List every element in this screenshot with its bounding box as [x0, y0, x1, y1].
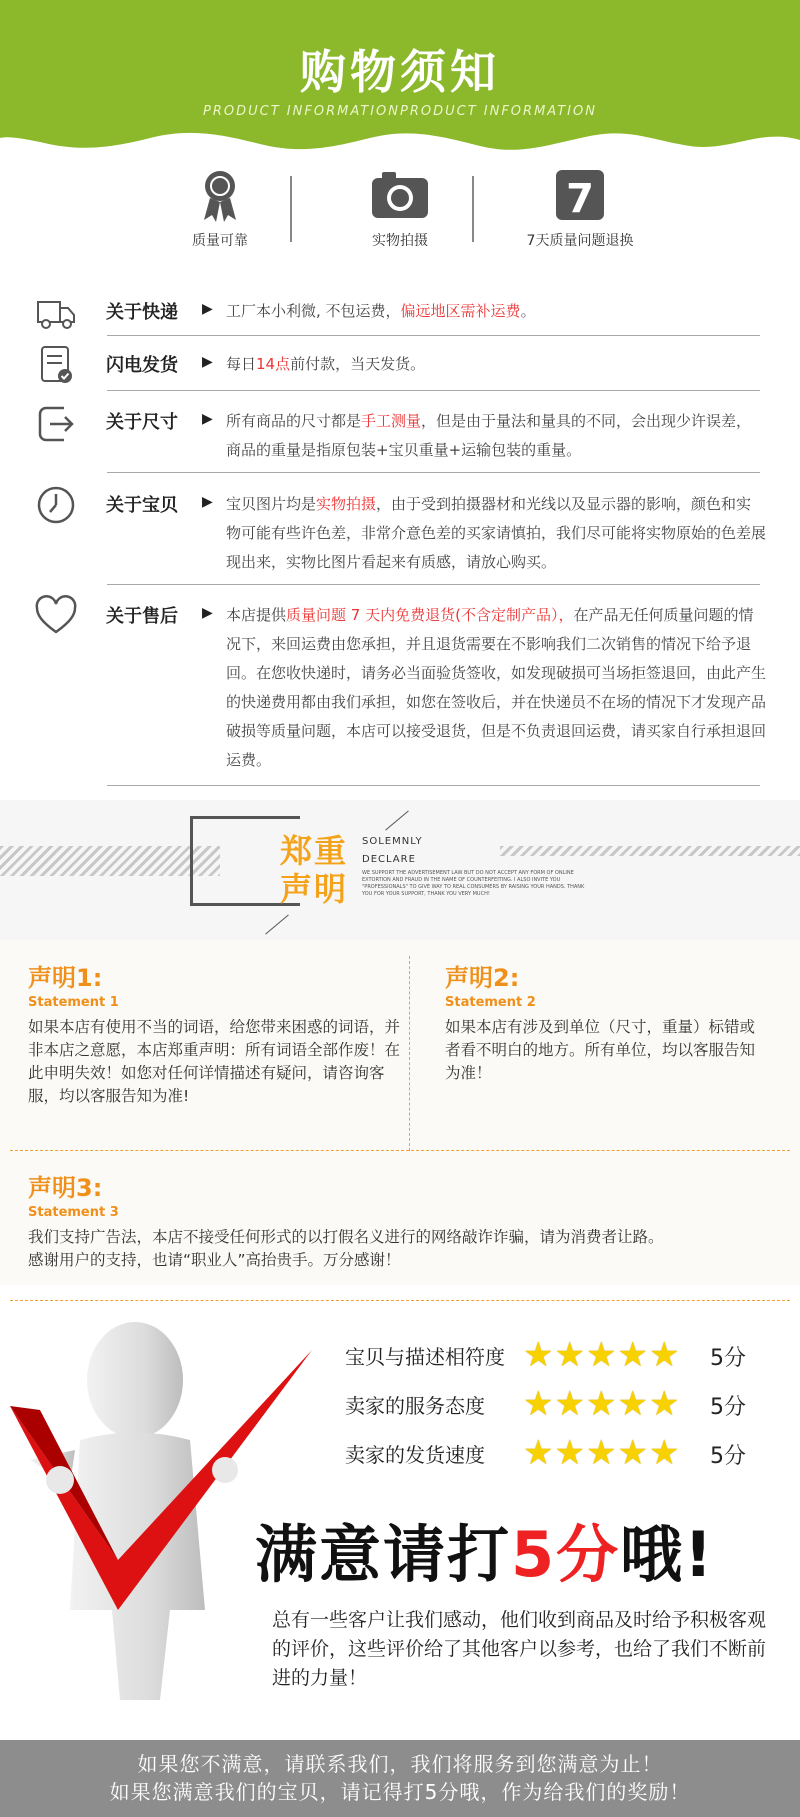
feature-photo [320, 168, 480, 250]
truck-icon [34, 290, 78, 334]
statement-text: 我们支持广告法，本店不接受任何形式的以打假名义进行的网络敲诈诈骗，请为消费者让路。感谢用户的支持，也请“职业人”高抬贵手。万分感谢！ [28, 1228, 664, 1269]
info-shipping [30, 343, 760, 387]
rating-stars [523, 1337, 680, 1373]
statement-en: Statement 1 [28, 995, 119, 1010]
rating-label: 卖家的服务态度 [345, 1394, 485, 1418]
star-icon: ★ [617, 1335, 648, 1375]
info-after-sale [30, 594, 767, 774]
star-icon: ★ [648, 1433, 680, 1473]
feature-return [500, 168, 660, 250]
exit-arrow-icon [34, 402, 78, 446]
decor-slash [385, 810, 409, 830]
info-text: 所有商品的尺寸都是手工测量，但是由于量法和量具的不同，会出现少许误差，商品的重量是指原包装+宝贝重量+运输包装的重量。 [226, 412, 752, 459]
seven-badge-icon [540, 168, 620, 224]
footer-line2: 如果您满意我们的宝贝，请记得打5分哦，作为给我们的奖励！ [109, 1780, 691, 1804]
clock-icon [34, 483, 78, 527]
arrow-icon: ▶ [202, 301, 213, 317]
star-icon: ★ [648, 1384, 680, 1424]
rating-row [345, 1337, 765, 1373]
info-size [30, 400, 760, 472]
declare-title-line1: 郑重 [280, 832, 349, 870]
arrow-icon: ▶ [202, 605, 213, 621]
declare-title-line2: 声明 [280, 870, 349, 908]
statement-text: 如果本店有涉及到单位（尺寸，重量）标错或者看不明白的地方。所有单位，均以客服告知为准！ [445, 1018, 756, 1082]
statement-en: Statement 3 [28, 1205, 119, 1220]
statement-2 [445, 958, 765, 1085]
divider-line [107, 390, 760, 391]
star-icon: ★ [554, 1433, 585, 1473]
statement-en: Statement 2 [445, 995, 536, 1010]
rating-stars [523, 1386, 680, 1422]
medal-icon [180, 168, 260, 224]
arrow-icon: ▶ [202, 354, 213, 370]
rating-score: 5分 [710, 1395, 746, 1420]
page-title: 购物须知 [300, 45, 500, 99]
divider-line [107, 584, 760, 585]
star-icon: ★ [648, 1335, 680, 1375]
statement-title: 声明1: [28, 964, 103, 992]
dashed-divider [409, 956, 410, 1151]
footer-banner [0, 1740, 800, 1817]
dashed-divider [10, 1300, 790, 1301]
rating-score: 5分 [710, 1444, 746, 1469]
divider-line [107, 335, 760, 336]
rating-row [345, 1435, 765, 1471]
dashed-divider [10, 1150, 790, 1151]
star-icon: ★ [523, 1384, 554, 1424]
statement-1 [28, 958, 403, 1108]
camera-icon [360, 168, 440, 224]
star-icon: ★ [585, 1433, 617, 1473]
star-icon: ★ [585, 1335, 617, 1375]
page-subtitle: PRODUCT INFORMATIONPRODUCT INFORMATION [203, 104, 597, 119]
star-icon: ★ [585, 1384, 617, 1424]
star-icon: ★ [523, 1335, 554, 1375]
feature-divider [290, 176, 292, 242]
info-title: 闪电发货 [106, 355, 178, 376]
declare-en-line1: SOLEMNLY [362, 836, 423, 847]
rating-stars [523, 1435, 680, 1471]
statement-3 [28, 1168, 678, 1272]
rating-score: 5分 [710, 1346, 746, 1371]
footer-line1: 如果您不满意，请联系我们，我们将服务到您满意为止！ [137, 1752, 663, 1776]
info-title: 关于售后 [106, 606, 178, 627]
rating-label: 宝贝与描述相符度 [345, 1345, 505, 1369]
info-text: 每日14点前付款，当天发货。 [226, 355, 426, 373]
feature-label: 7天质量问题退换 [526, 233, 634, 249]
seven-badge-text: 7 [566, 176, 594, 222]
rating-label: 卖家的发货速度 [345, 1443, 485, 1467]
slogan: 满意请打5分哦! [255, 1518, 715, 1591]
divider-line [107, 785, 760, 786]
declare-banner [0, 800, 800, 940]
star-icon: ★ [554, 1335, 585, 1375]
star-icon: ★ [617, 1433, 648, 1473]
info-express [30, 290, 760, 334]
feature-label: 实物拍摄 [372, 233, 428, 249]
feature-label: 质量可靠 [192, 233, 248, 249]
header-banner [0, 0, 800, 160]
info-title: 关于宝贝 [106, 495, 178, 516]
declare-small-text: WE SUPPORT THE ADVERTISEMENT LAW BUT DO NOT ACCEPT ANY FORM OF ONLINE EXTORTION AND FRAUD IN THE NAME OF COUNTERFEITING. I ALSO INVITE YOU "PROFESSIONALS" TO GIVE WAY TO REAL CONSUMERS BY RAISING YOUR HANDS. THANK YOU FOR YOUR SUPPORT, THANK YOU VERY MUCH! [362, 870, 585, 897]
star-icon: ★ [523, 1433, 554, 1473]
declare-en-line2: DECLARE [362, 854, 416, 865]
arrow-icon: ▶ [202, 494, 213, 510]
info-product [30, 483, 767, 583]
info-text: 工厂本小利微, 不包运费，偏远地区需补运费。 [226, 302, 536, 320]
thanks-text: 总有一些客户让我们感动，他们收到商品及时给予积极客观的评价，这些评价给了其他客户以参考，也给了我们不断前进的力量！ [272, 1609, 767, 1689]
info-text: 宝贝图片均是实物拍摄，由于受到拍摄器材和光线以及显示器的影响，颜色和实物可能有些许色差，非常介意色差的买家请慎拍，我们尽可能将实物原始的色差展现出来，实物比图片看起来有质感，请放心购买。 [226, 495, 767, 571]
decor-stripe [0, 846, 220, 876]
decor-slash [265, 914, 289, 934]
info-title: 关于快递 [106, 302, 178, 323]
heart-icon [34, 594, 78, 638]
info-text: 本店提供质量问题 7 天内免费退货(不含定制产品），在产品无任何质量问题的情况下，来回运费由您承担，并且退货需要在不影响我们二次销售的情况下给予退回。在您收快递时，请务必当面验货签收，如发现破损可当场拒签退回，由此产生的快递费用都由我们承担，如您在签收后，并在快递员不在场的情况下才发现产品破损等质量问题，本店可以接受退货，但是不负责退回运费，请买家自行承担退回运费。 [226, 606, 767, 769]
divider-line [107, 472, 760, 473]
checklist-icon [34, 343, 78, 387]
feature-quality [140, 168, 300, 250]
arrow-icon: ▶ [202, 411, 213, 427]
star-icon: ★ [617, 1384, 648, 1424]
decor-stripe [500, 846, 800, 856]
feature-divider [472, 176, 474, 242]
rating-row [345, 1386, 765, 1422]
info-title: 关于尺寸 [106, 412, 178, 433]
statement-title: 声明2: [445, 964, 520, 992]
statement-text: 如果本店有使用不当的词语，给您带来困惑的词语，并非本店之意愿，本店郑重声明：所有词语全部作废！在此申明失效！如您对任何详情描述有疑问，请咨询客服，均以客服告知为准! [28, 1018, 401, 1105]
feature-strip [140, 168, 660, 248]
star-icon: ★ [554, 1384, 585, 1424]
statement-title: 声明3: [28, 1174, 103, 1202]
